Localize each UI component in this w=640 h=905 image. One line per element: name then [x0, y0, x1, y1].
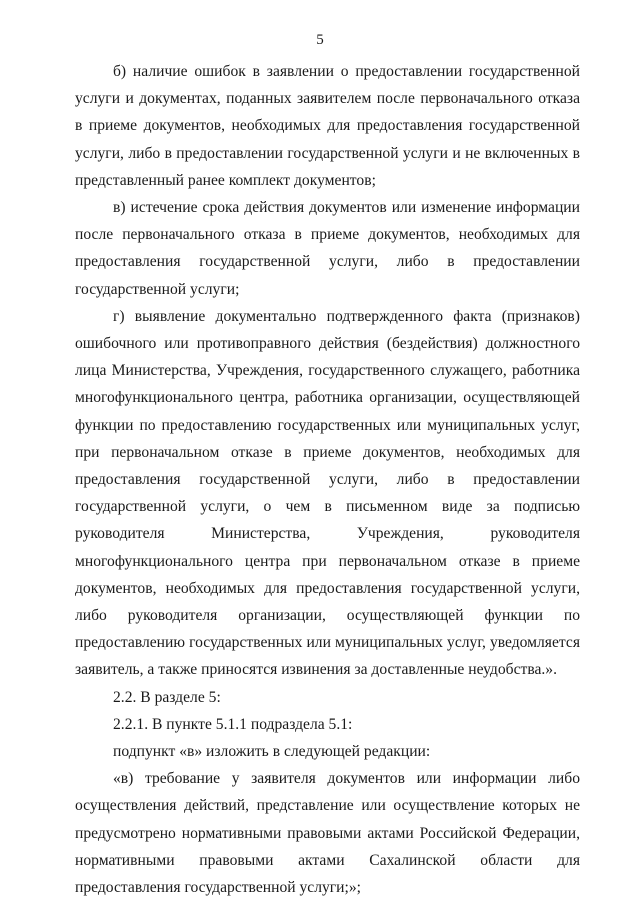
paragraph-new-v: «в) требование у заявителя документов или информации либо осуществления действий, представление или осуществление которых не предусмотрено нормативными правовыми актами Российской Федерации, нормативными правовыми актами Сахалинской области для предоставления государственной услуги;»;: [75, 770, 580, 897]
paragraph-section-2-2-1: 2.2.1. В пункте 5.1.1 подраздела 5.1:: [113, 715, 353, 733]
paragraph-g: г) выявление документально подтвержденного факта (признаков) ошибочного или противоправного действия (бездействия) должностного лица Министерства, Учреждения, государственного служащего, работника многофункционального центра, работника организации, осуществляющей функции по предоставлению государственных или муниципальных услуг, при первоначальном отказе в приеме документов, необходимых для предоставления государственной услуги, либо в предоставлении государственной услуги, о чем в письменном виде за подписью руководителя Министерства, Учреждения, руководителя многофункционального центра при первоначальном отказе в приеме документов, необходимых для предоставления государственной услуги, либо руководителя организации, осуществляющей функции по предоставлению государственных или муниципальных услуг, уведомляется заявитель, а также приносятся извинения за доставленные неудобства.».: [75, 307, 580, 679]
paragraph-section-2-2: 2.2. В разделе 5:: [113, 688, 221, 706]
paragraph-v: в) истечение срока действия документов или изменение информации после первоначального отказа в приеме документов, необходимых для предоставления государственной услуги, либо в предоставлении государственной услуги;: [75, 199, 580, 298]
paragraph-b: б) наличие ошибок в заявлении о предоставлении государственной услуги и документах, поданных заявителем после первоначального отказа в приеме документов, необходимых для предоставления государственной услуги, либо в предоставлении государственной услуги и не включенных в представленный ранее комплект документов;: [75, 63, 580, 189]
page-number: 5: [316, 32, 324, 48]
document-body: [75, 58, 580, 901]
paragraph-subpoint-intro: подпункт «в» изложить в следующей редакции:: [113, 743, 431, 761]
